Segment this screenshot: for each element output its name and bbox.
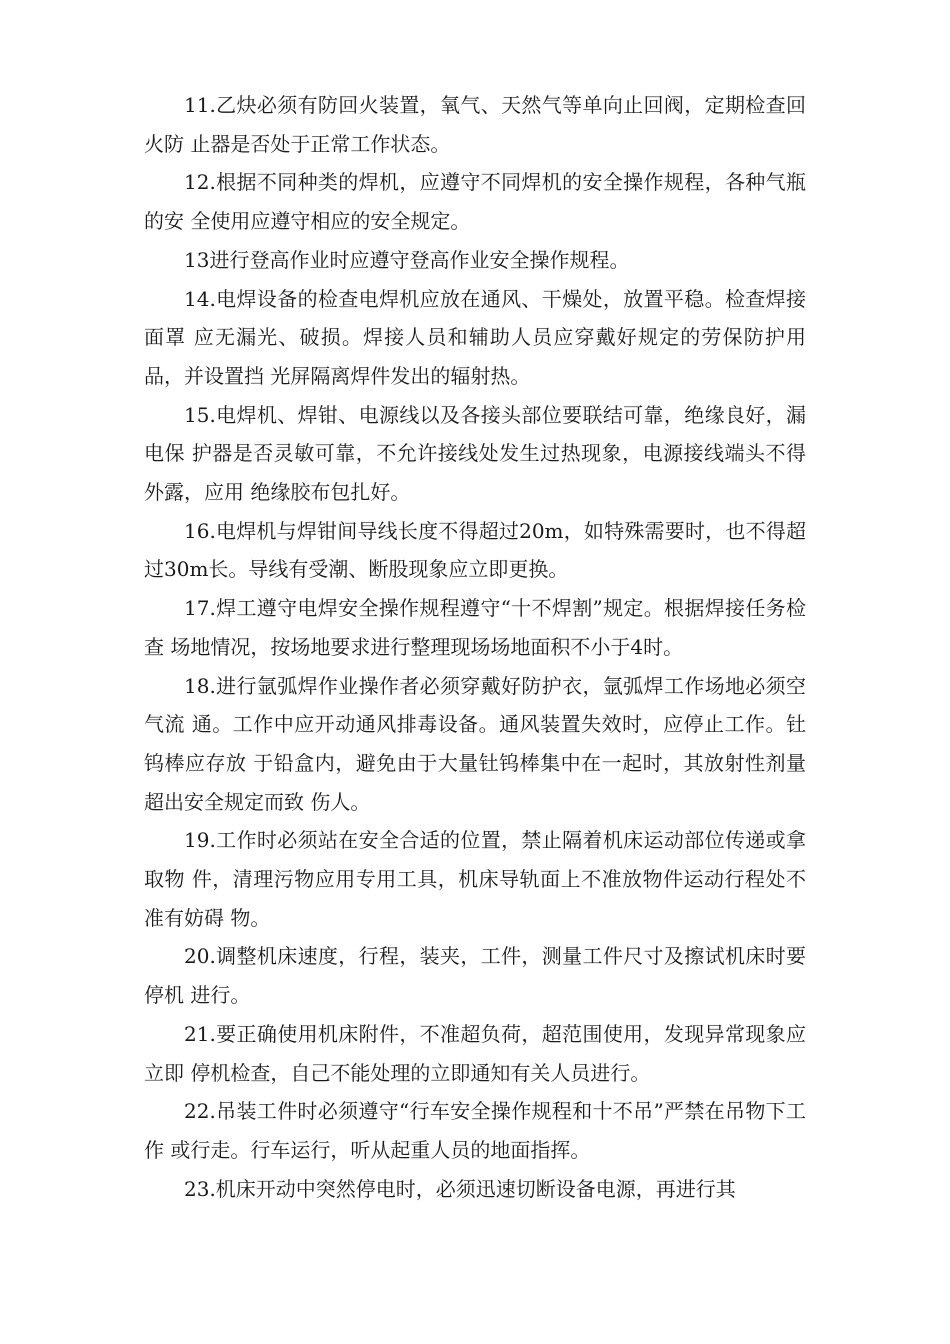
paragraph-19: 19.工作时必须站在安全合适的位置，禁止隔着机床运动部位传递或拿取物 件，清理污物应用专用工具，机床导轨面上不准放物件运动行程处不准有妨碍 物。 (144, 828, 806, 930)
paragraph-13: 13进行登高作业时应遵守登高作业安全操作规程。 (184, 247, 630, 272)
paragraph-12: 12.根据不同种类的焊机，应遵守不同焊机的安全操作规程，各种气瓶的安 全使用应遵守相应的安全规定。 (144, 170, 806, 234)
paragraph-22: 22.吊装工件时必须遵守“行车安全操作规程和十不吊”严禁在吊物下工作 或行走。行车运行，听从起重人员的地面指挥。 (144, 1099, 806, 1162)
paragraph-17: 17.焊工遵守电焊安全操作规程遵守“十不焊割”规定。根据焊接任务检查 场地情况，按场地要求进行整理现场场地面积不小于4时。 (144, 596, 806, 659)
document-body (144, 86, 806, 1208)
paragraph-15: 15.电焊机、焊钳、电源线以及各接头部位要联结可靠，绝缘良好，漏电保 护器是否灵敏可靠，不允许接线处发生过热现象，电源接线端头不得外露，应用 绝缘胶布包扎好。 (144, 402, 806, 505)
paragraph-18: 18.进行氩弧焊作业操作者必须穿戴好防护衣，氩弧焊工作场地必须空气流 通。工作中应开动通风排毒设备。通风装置失效时，应停止工作。钍钨棒应存放 于铅盒内，避免由于大量钍钨棒集中在一起时，其放射性剂量超出安全规定而致 伤人。 (144, 673, 806, 814)
paragraph-20: 20.调整机床速度，行程，装夹，工件，测量工件尺寸及擦试机床时要停机 进行。 (144, 944, 806, 1008)
paragraph-14: 14.电焊设备的检查电焊机应放在通风、干燥处，放置平稳。检查焊接面罩 应无漏光、破损。焊接人员和辅助人员应穿戴好规定的劳保防护用品，并设置挡 光屏隔离焊件发出的辐射热。 (144, 286, 806, 388)
paragraph-21: 21.要正确使用机床附件，不准超负荷，超范围使用，发现异常现象应立即 停机检查，自己不能处理的立即通知有关人员进行。 (144, 1021, 806, 1085)
paragraph-11: 11.乙炔必须有防回火装置，氧气、天然气等单向止回阀，定期检查回火防 止器是否处于正常工作状态。 (144, 93, 806, 156)
paragraph-16: 16.电焊机与焊钳间导线长度不得超过20m，如特殊需要时，也不得超过30m长。导线有受潮、断股现象应立即更换。 (144, 518, 806, 582)
paragraph-23: 23.机床开动中突然停电时，必须迅速切断设备电源，再进行其 (184, 1176, 736, 1201)
